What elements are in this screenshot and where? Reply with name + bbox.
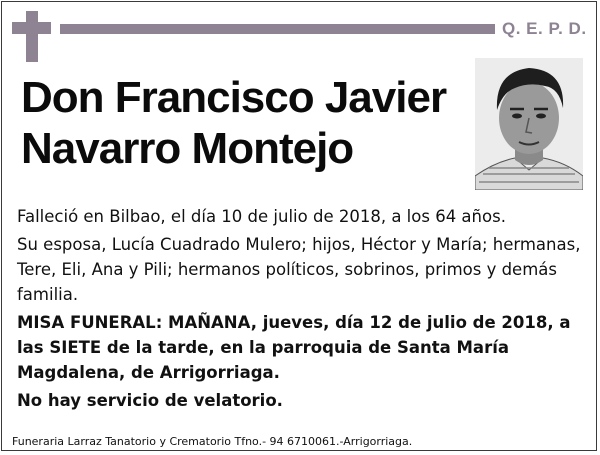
deceased-name-line1: Don Francisco Javier — [21, 73, 447, 122]
qepd-label: Q. E. P. D. — [502, 19, 587, 38]
wake-notice: No hay servicio de velatorio. — [17, 391, 283, 410]
death-notice: Falleció en Bilbao, el día 10 de julio de 2018, a los 64 años. — [17, 207, 506, 226]
family-list: Su esposa, Lucía Cuadrado Mulero; hijos, Héctor y María; hermanas, Tere, Eli, Ana y Pili; hermanos políticos, sobrinos, primos y demás familia. — [17, 235, 581, 304]
cross-icon-bar — [12, 22, 51, 34]
portrait-photo-icon — [475, 58, 583, 190]
obituary-body — [17, 204, 582, 416]
deceased-name-line2: Navarro Montejo — [21, 124, 354, 173]
portrait-photo — [475, 58, 583, 190]
cross-icon — [26, 11, 38, 62]
funeral-home-footer: Funeraria Larraz Tanatorio y Crematorio Tfno.- 94 6710061.-Arrigorriaga. — [12, 435, 413, 448]
funeral-mass: MISA FUNERAL: MAÑANA, jueves, día 12 de julio de 2018, a las SIETE de la tarde, en la parroquia de Santa María Magdalena, de Arrigorriaga. — [17, 313, 571, 382]
obituary-card — [1, 1, 597, 451]
header-rule — [60, 24, 495, 34]
deceased-name — [21, 72, 446, 174]
